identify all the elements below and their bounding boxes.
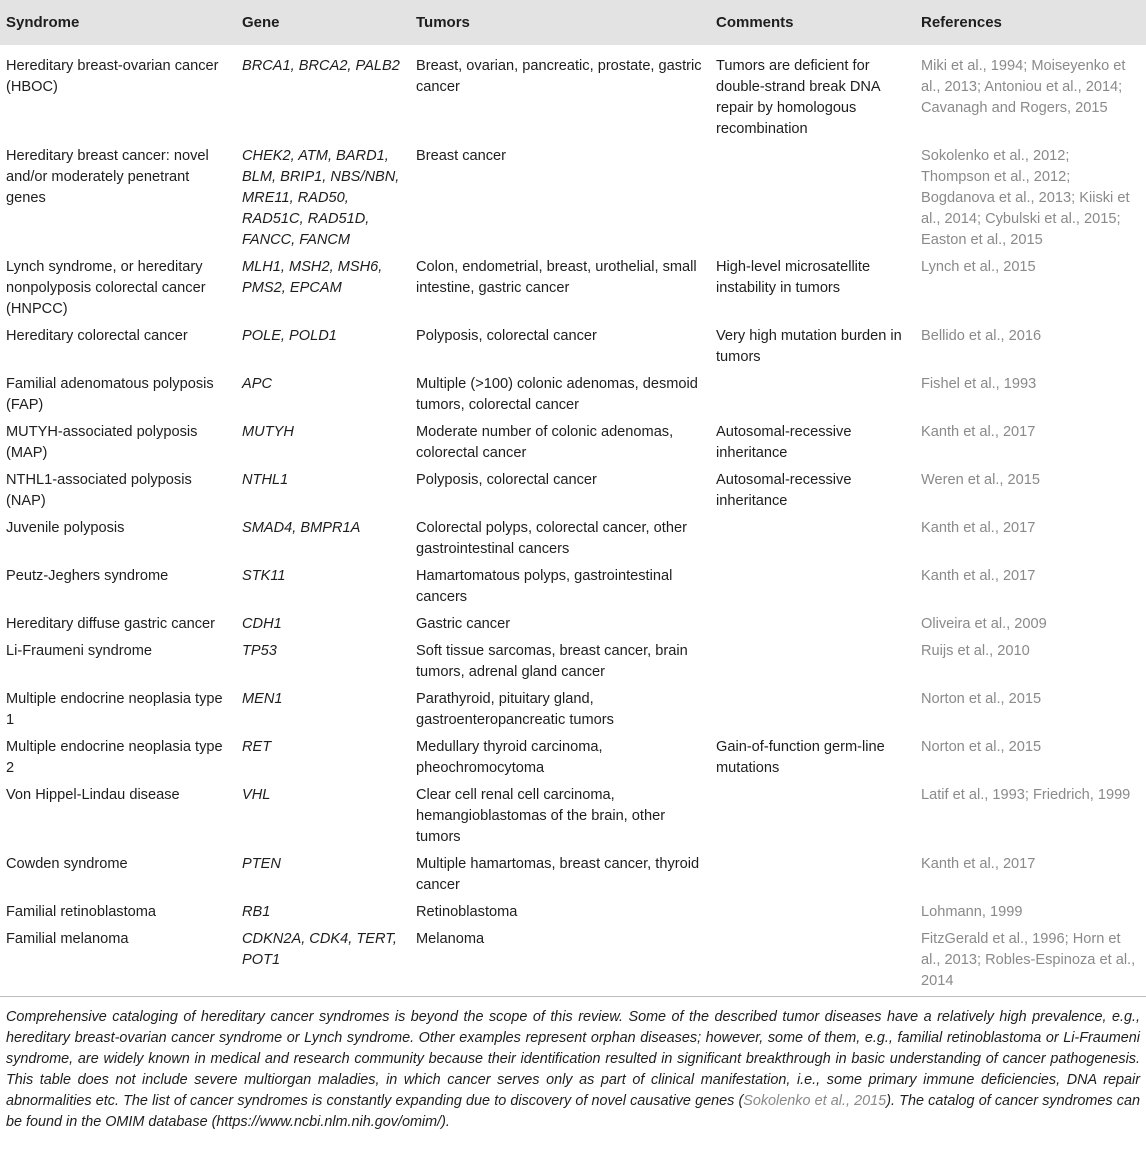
table-row xyxy=(0,515,1146,563)
cell-tumors: Clear cell renal cell carcinoma, hemangioblastomas of the brain, other tumors xyxy=(416,787,666,845)
cell-tumors: Retinoblastoma xyxy=(416,904,518,920)
cell-syndrome: Peutz-Jeghers syndrome xyxy=(6,568,169,584)
cell-syndrome: Lynch syndrome, or hereditary nonpolyposis colorectal cancer (HNPCC) xyxy=(6,259,206,317)
cell-references: Kanth et al., 2017 xyxy=(921,424,1036,440)
cell-comments xyxy=(710,782,915,851)
header-tumors: Tumors xyxy=(416,14,470,31)
cell-references: Miki et al., 1994; Moiseyenko et al., 2013; Antoniou et al., 2014; Cavanagh and Rogers, 2015 xyxy=(921,58,1126,116)
cell-references: Kanth et al., 2017 xyxy=(921,568,1036,584)
cell-gene: RET xyxy=(242,739,272,755)
cell-syndrome: MUTYH-associated polyposis (MAP) xyxy=(6,424,198,461)
table-row xyxy=(0,899,1146,926)
cell-tumors: Polyposis, colorectal cancer xyxy=(416,472,597,488)
table-row xyxy=(0,419,1146,467)
cell-tumors: Melanoma xyxy=(410,926,710,997)
header-comments: Comments xyxy=(716,14,794,31)
table-row xyxy=(0,638,1146,686)
cell-references: Lynch et al., 2015 xyxy=(921,259,1036,275)
table-row xyxy=(0,782,1146,851)
cell-syndrome: Familial melanoma xyxy=(0,926,236,997)
cell-references: Ruijs et al., 2010 xyxy=(921,643,1030,659)
cell-comments: Very high mutation burden in tumors xyxy=(716,328,902,365)
cell-syndrome: Hereditary breast-ovarian cancer (HBOC) xyxy=(6,58,219,95)
cell-comments xyxy=(710,611,915,638)
cell-gene: STK11 xyxy=(242,568,286,584)
cell-tumors: Soft tissue sarcomas, breast cancer, brain tumors, adrenal gland cancer xyxy=(416,643,688,680)
cell-references: FitzGerald et al., 1996; Horn et al., 2013; Robles-Espinoza et al., 2014 xyxy=(915,926,1146,997)
cell-comments xyxy=(710,899,915,926)
cell-gene: PTEN xyxy=(242,856,281,872)
table-header xyxy=(0,0,1146,45)
header-gene: Gene xyxy=(242,14,280,31)
cell-references: Latif et al., 1993; Friedrich, 1999 xyxy=(921,787,1131,803)
cell-tumors: Multiple (>100) colonic adenomas, desmoid tumors, colorectal cancer xyxy=(416,376,698,413)
cell-gene: MLH1, MSH2, MSH6, PMS2, EPCAM xyxy=(242,259,383,296)
cell-tumors: Multiple hamartomas, breast cancer, thyroid cancer xyxy=(416,856,700,893)
cell-gene: CHEK2, ATM, BARD1, BLM, BRIP1, NBS/NBN, MRE11, RAD50, RAD51C, RAD51D, FANCC, FANCM xyxy=(242,148,400,248)
header-row xyxy=(0,0,1146,45)
cell-syndrome: Hereditary breast cancer: novel and/or moderately penetrant genes xyxy=(6,148,209,206)
cell-comments: Autosomal-recessive inheritance xyxy=(716,472,852,509)
cell-tumors: Hamartomatous polyps, gastrointestinal cancers xyxy=(416,568,673,605)
cell-comments xyxy=(710,851,915,899)
cell-gene: CDH1 xyxy=(242,616,282,632)
table-row xyxy=(0,851,1146,899)
cell-references: Bellido et al., 2016 xyxy=(921,328,1042,344)
cell-references: Norton et al., 2015 xyxy=(921,739,1042,755)
cell-references: Sokolenko et al., 2012; Thompson et al., 2012; Bogdanova et al., 2013; Kiiski et al., 2014; Cybulski et al., 2015; Easton et al., 2015 xyxy=(921,148,1130,248)
cell-syndrome: Von Hippel-Lindau disease xyxy=(6,787,180,803)
cell-tumors: Gastric cancer xyxy=(416,616,511,632)
table-body xyxy=(0,45,1146,997)
table-row xyxy=(0,45,1146,143)
cell-tumors: Breast cancer xyxy=(416,148,507,164)
header-syndrome: Syndrome xyxy=(6,14,80,31)
cell-tumors: Moderate number of colonic adenomas, colorectal cancer xyxy=(416,424,674,461)
table-footnote xyxy=(0,997,1146,1133)
cell-gene: APC xyxy=(242,376,273,392)
cell-tumors: Medullary thyroid carcinoma, pheochromocytoma xyxy=(416,739,603,776)
cell-references: Kanth et al., 2017 xyxy=(921,856,1036,872)
cell-comments xyxy=(710,143,915,254)
cell-syndrome: Familial retinoblastoma xyxy=(6,904,157,920)
table-row xyxy=(0,926,1146,997)
cell-tumors: Parathyroid, pituitary gland, gastroenteropancreatic tumors xyxy=(416,691,614,728)
cell-comments: Gain-of-function germ-line mutations xyxy=(716,739,885,776)
cell-syndrome: Familial adenomatous polyposis (FAP) xyxy=(6,376,214,413)
cell-comments: Tumors are deficient for double-strand break DNA repair by homologous recombination xyxy=(716,58,880,137)
cell-gene: CDKN2A, CDK4, TERT, POT1 xyxy=(236,926,410,997)
table-row xyxy=(0,467,1146,515)
cell-comments xyxy=(710,686,915,734)
cell-references: Oliveira et al., 2009 xyxy=(921,616,1047,632)
cell-syndrome: Hereditary colorectal cancer xyxy=(6,328,188,344)
table-row xyxy=(0,143,1146,254)
header-references: References xyxy=(921,14,1002,31)
cell-syndrome: Multiple endocrine neoplasia type 1 xyxy=(6,691,223,728)
footnote-citation-link[interactable]: Sokolenko et al., 2015 xyxy=(743,1093,887,1109)
cell-syndrome: Hereditary diffuse gastric cancer xyxy=(6,616,216,632)
cell-gene: VHL xyxy=(242,787,271,803)
cell-syndrome: NTHL1-associated polyposis (NAP) xyxy=(6,472,192,509)
table-row xyxy=(0,734,1146,782)
cell-gene: NTHL1 xyxy=(242,472,289,488)
cell-tumors: Polyposis, colorectal cancer xyxy=(416,328,597,344)
cell-tumors: Breast, ovarian, pancreatic, prostate, gastric cancer xyxy=(416,58,702,95)
cell-comments xyxy=(710,926,915,997)
cell-gene: POLE, POLD1 xyxy=(242,328,337,344)
cell-syndrome: Multiple endocrine neoplasia type 2 xyxy=(6,739,223,776)
cell-tumors: Colorectal polyps, colorectal cancer, other gastrointestinal cancers xyxy=(416,520,687,557)
cell-references: Weren et al., 2015 xyxy=(921,472,1040,488)
footnote-text-before: Comprehensive cataloging of hereditary cancer syndromes is beyond the scope of this review. Some of the described tumor diseases have a relatively high prevalence, e.g., hereditary breast-ovarian cancer syndrome or Lynch syndrome. Other examples represent orphan diseases; however, some of them, e.g., familial retinoblastoma or Li-Fraumeni syndrome, are widely known in medical and research community because their identification resulted in significant breakthrough in basic understanding of cancer pathogenesis. This table does not include severe multiorgan maladies, in which cancer serves only as part of clinical manifestation, i.e., some primary immune deficiencies, DNA repair abnormalities etc. The list of cancer syndromes is constantly expanding due to discovery of novel causative genes ( xyxy=(6,1009,1140,1109)
cell-references: Fishel et al., 1993 xyxy=(921,376,1037,392)
cell-comments xyxy=(710,515,915,563)
cell-comments xyxy=(710,371,915,419)
cell-comments xyxy=(710,638,915,686)
table-row xyxy=(0,254,1146,323)
cell-gene: MEN1 xyxy=(242,691,283,707)
cell-tumors: Colon, endometrial, breast, urothelial, small intestine, gastric cancer xyxy=(416,259,697,296)
cell-gene: TP53 xyxy=(242,643,277,659)
cell-comments: Autosomal-recessive inheritance xyxy=(716,424,852,461)
cell-comments xyxy=(710,563,915,611)
cell-gene: RB1 xyxy=(242,904,271,920)
table-row xyxy=(0,371,1146,419)
cell-references: Norton et al., 2015 xyxy=(921,691,1042,707)
cell-gene: BRCA1, BRCA2, PALB2 xyxy=(242,58,400,74)
cell-gene: MUTYH xyxy=(242,424,294,440)
footnote-text-after: ). The catalog of cancer syndromes can be found in the OMIM database (https://www.ncbi.nlm.nih.gov/omim/). xyxy=(6,1093,1140,1130)
table-row xyxy=(0,611,1146,638)
table-row xyxy=(0,686,1146,734)
cell-gene: SMAD4, BMPR1A xyxy=(242,520,361,536)
cell-comments: High-level microsatellite instability in tumors xyxy=(716,259,871,296)
table-row xyxy=(0,563,1146,611)
cell-references: Lohmann, 1999 xyxy=(921,904,1023,920)
table-row xyxy=(0,323,1146,371)
cell-syndrome: Cowden syndrome xyxy=(6,856,128,872)
cell-references: Kanth et al., 2017 xyxy=(921,520,1036,536)
cell-syndrome: Li-Fraumeni syndrome xyxy=(6,643,152,659)
cell-syndrome: Juvenile polyposis xyxy=(6,520,125,536)
